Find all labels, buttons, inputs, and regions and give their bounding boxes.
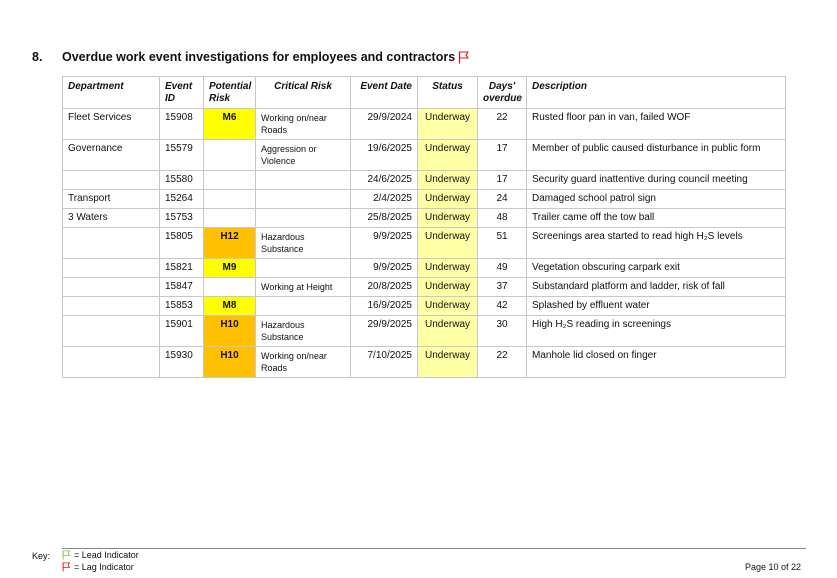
cell-event-id: 15901 <box>160 316 204 347</box>
cell-event-date: 9/9/2025 <box>351 228 418 259</box>
cell-department <box>63 316 160 347</box>
cell-days-overdue: 37 <box>478 278 527 297</box>
cell-potential-risk: H10 <box>204 347 256 378</box>
cell-description: Damaged school patrol sign <box>527 190 786 209</box>
cell-department: Fleet Services <box>63 109 160 140</box>
cell-potential-risk <box>204 140 256 171</box>
cell-event-date: 29/9/2025 <box>351 316 418 347</box>
cell-event-id: 15753 <box>160 209 204 228</box>
cell-days-overdue: 17 <box>478 171 527 190</box>
table-row <box>63 209 786 228</box>
cell-potential-risk: H10 <box>204 316 256 347</box>
header-event-id: Event ID <box>160 77 204 109</box>
cell-event-id: 15847 <box>160 278 204 297</box>
cell-event-id: 15580 <box>160 171 204 190</box>
cell-description: Member of public caused disturbance in public form <box>527 140 786 171</box>
cell-potential-risk <box>204 209 256 228</box>
cell-critical-risk: Aggression or Violence <box>256 140 351 171</box>
cell-event-date: 24/6/2025 <box>351 171 418 190</box>
cell-event-id: 15930 <box>160 347 204 378</box>
section-heading <box>32 50 470 64</box>
cell-status: Underway <box>418 347 478 378</box>
overdue-investigations-table <box>62 76 786 378</box>
section-number: 8. <box>32 50 43 64</box>
cell-event-date: 25/8/2025 <box>351 209 418 228</box>
cell-critical-risk: Working on/near Roads <box>256 109 351 140</box>
header-potential-risk: Potential Risk <box>204 77 256 109</box>
header-department: Department <box>63 77 160 109</box>
cell-event-date: 20/8/2025 <box>351 278 418 297</box>
cell-critical-risk: Working at Height <box>256 278 351 297</box>
cell-department <box>63 259 160 278</box>
header-days-overdue: Days' overdue <box>478 77 527 109</box>
cell-event-date: 19/6/2025 <box>351 140 418 171</box>
cell-event-id: 15908 <box>160 109 204 140</box>
cell-description: Security guard inattentive during council meeting <box>527 171 786 190</box>
cell-days-overdue: 49 <box>478 259 527 278</box>
cell-event-id: 15853 <box>160 297 204 316</box>
header-critical-risk: Critical Risk <box>256 77 351 109</box>
table-row <box>63 297 786 316</box>
cell-days-overdue: 22 <box>478 347 527 378</box>
section-title: Overdue work event investigations for employees and contractors <box>62 50 456 64</box>
cell-event-id: 15821 <box>160 259 204 278</box>
cell-event-id: 15579 <box>160 140 204 171</box>
cell-description: Vegetation obscuring carpark exit <box>527 259 786 278</box>
cell-days-overdue: 48 <box>478 209 527 228</box>
cell-description: Splashed by effluent water <box>527 297 786 316</box>
cell-description: Trailer came off the tow ball <box>527 209 786 228</box>
cell-days-overdue: 22 <box>478 109 527 140</box>
cell-department: 3 Waters <box>63 209 160 228</box>
cell-event-id: 15805 <box>160 228 204 259</box>
key-lead-text: = Lead Indicator <box>74 550 139 560</box>
cell-days-overdue: 17 <box>478 140 527 171</box>
cell-critical-risk: Hazardous Substance <box>256 316 351 347</box>
cell-status: Underway <box>418 228 478 259</box>
table-row <box>63 347 786 378</box>
key-lag-indicator <box>62 562 134 572</box>
cell-critical-risk <box>256 209 351 228</box>
cell-department <box>63 171 160 190</box>
cell-status: Underway <box>418 297 478 316</box>
cell-event-date: 29/9/2024 <box>351 109 418 140</box>
cell-days-overdue: 42 <box>478 297 527 316</box>
cell-description: Substandard platform and ladder, risk of fall <box>527 278 786 297</box>
cell-potential-risk: M9 <box>204 259 256 278</box>
cell-potential-risk <box>204 190 256 209</box>
cell-potential-risk: M6 <box>204 109 256 140</box>
table-row <box>63 278 786 297</box>
cell-critical-risk: Hazardous Substance <box>256 228 351 259</box>
cell-potential-risk <box>204 171 256 190</box>
table-row <box>63 171 786 190</box>
key-label: Key: <box>32 551 51 561</box>
key-lag-text: = Lag Indicator <box>74 562 134 572</box>
cell-event-date: 7/10/2025 <box>351 347 418 378</box>
lag-indicator-flag-icon <box>458 51 470 64</box>
cell-department <box>63 347 160 378</box>
cell-department: Transport <box>63 190 160 209</box>
cell-potential-risk: H12 <box>204 228 256 259</box>
lag-indicator-flag-icon <box>62 562 71 572</box>
table-row <box>63 140 786 171</box>
cell-description: Screenings area started to read high H₂S levels <box>527 228 786 259</box>
cell-days-overdue: 51 <box>478 228 527 259</box>
cell-department: Governance <box>63 140 160 171</box>
cell-status: Underway <box>418 209 478 228</box>
table-row <box>63 259 786 278</box>
cell-status: Underway <box>418 109 478 140</box>
cell-critical-risk <box>256 171 351 190</box>
cell-potential-risk: M8 <box>204 297 256 316</box>
page-number: Page 10 of 22 <box>744 562 801 572</box>
cell-description: High H₂S reading in screenings <box>527 316 786 347</box>
cell-status: Underway <box>418 316 478 347</box>
cell-event-date: 16/9/2025 <box>351 297 418 316</box>
cell-days-overdue: 30 <box>478 316 527 347</box>
header-event-date: Event Date <box>351 77 418 109</box>
cell-department <box>63 228 160 259</box>
cell-department <box>63 297 160 316</box>
cell-event-id: 15264 <box>160 190 204 209</box>
table-row <box>63 228 786 259</box>
header-description: Description <box>527 77 786 109</box>
table-header-row <box>63 77 786 109</box>
cell-critical-risk <box>256 259 351 278</box>
table-row <box>63 316 786 347</box>
table-row <box>63 190 786 209</box>
cell-status: Underway <box>418 140 478 171</box>
cell-critical-risk: Working on/near Roads <box>256 347 351 378</box>
lead-indicator-flag-icon <box>62 550 71 560</box>
cell-potential-risk <box>204 278 256 297</box>
cell-status: Underway <box>418 278 478 297</box>
table-row <box>63 109 786 140</box>
cell-description: Rusted floor pan in van, failed WOF <box>527 109 786 140</box>
cell-status: Underway <box>418 259 478 278</box>
cell-department <box>63 278 160 297</box>
key-lead-indicator <box>62 550 139 560</box>
header-status: Status <box>418 77 478 109</box>
cell-days-overdue: 24 <box>478 190 527 209</box>
cell-critical-risk <box>256 190 351 209</box>
cell-description: Manhole lid closed on finger <box>527 347 786 378</box>
cell-critical-risk <box>256 297 351 316</box>
cell-event-date: 2/4/2025 <box>351 190 418 209</box>
cell-status: Underway <box>418 171 478 190</box>
cell-status: Underway <box>418 190 478 209</box>
cell-event-date: 9/9/2025 <box>351 259 418 278</box>
footer-divider <box>62 548 806 549</box>
